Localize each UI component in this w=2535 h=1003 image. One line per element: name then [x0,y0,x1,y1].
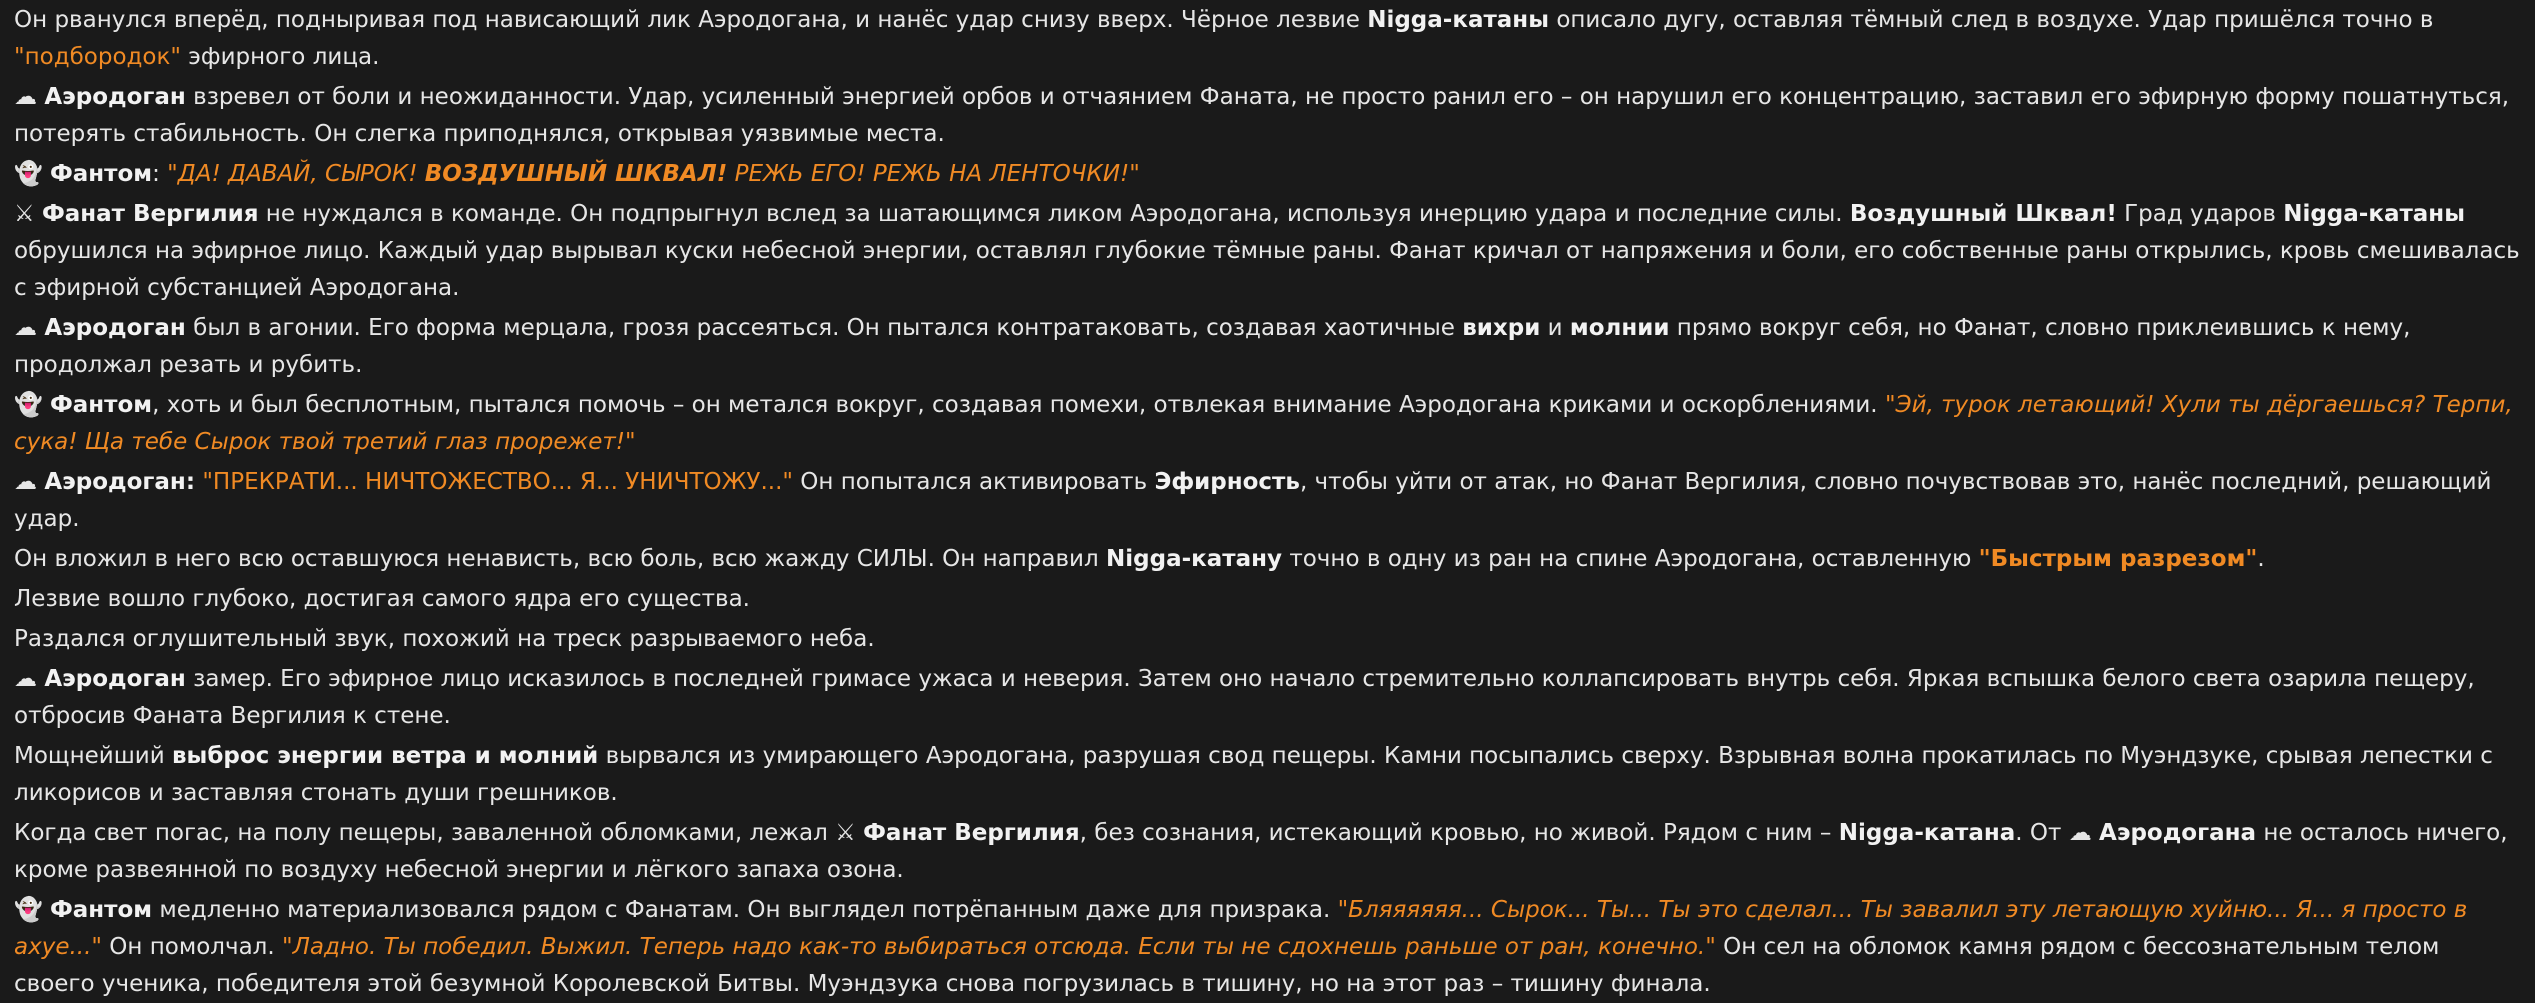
highlighted-text: Фантом [49,897,153,923]
story-text: обрушился на эфирное лицо. Каждый удар вырывал куски небесной энергии, оставлял глубокие тёмные раны. Фанат кричал от напряжения и боли, его собственные раны открылись, кровь смешивалась с эфирной субстанцией Аэродогана. [14,238,2520,301]
highlighted-text: вихри [1462,315,1541,341]
story-text: Он сел на обломок камня рядом с бессознательным телом своего ученика, победителя этой безумной Королевской Битвы. Муэндзука снова погрузилась в тишину, но на этот раз – тишину финала. [14,934,2440,997]
story-text: и [1540,315,1570,341]
story-text: не нуждался в команде. Он подпрыгнул вслед за шатающимся ликом Аэродогана, используя инерцию удара и последние силы. [258,201,1850,227]
story-text: не осталось ничего, кроме развеянной по воздуху небесной энергии и лёгкого запаха озона. [14,820,2508,883]
story-paragraph [14,79,2523,153]
highlighted-text: Аэродоган [44,84,186,110]
highlighted-text: Аэродоган: [44,469,196,495]
highlighted-text: Эфирность [1154,469,1300,495]
highlighted-text: Аэродогана [2099,820,2257,846]
story-text: , хоть и был бесплотным, пытался помочь – он метался вокруг, создавая помехи, отвлекая внимание Аэродогана криками и оскорблениями. [152,392,1885,418]
highlighted-text: "Бляяяяяя... Сырок... Ты... Ты это сделал... Ты завалил эту летающую хуйню... Я... я просто в ахуе..." [14,897,2468,960]
sword-icon: ⚔ [835,820,856,846]
highlighted-text: Фанат Вергилия [41,201,259,227]
story-text: , без сознания, истекающий кровью, но живой. Рядом с ним – [1079,820,1839,846]
story-paragraph [14,196,2523,307]
story-text: был в агонии. Его форма мерцала, грозя рассеяться. Он пытался контратаковать, создавая хаотичные [185,315,1463,341]
story-text: . От [2015,820,2069,846]
story-paragraph [14,581,2523,618]
sword-icon: ⚔ [14,201,35,227]
highlighted-text: "Ладно. Ты победил. Выжил. Теперь надо как-то выбираться отсюда. Если ты не сдохнешь раньше от ран, конечно." [282,934,1716,960]
story-text: взревел от боли и неожиданности. Удар, усиленный энергией орбов и отчаянием Фаната, не просто ранил его – он нарушил его концентрацию, заставил его эфирную форму пошатнуться, потерять стабильность. Он слегка приподнялся, открывая уязвимые места. [14,84,2510,147]
story-text: Раздался оглушительный звук, похожий на треск разрываемого неба. [14,626,875,652]
story-text: описало дугу, оставляя тёмный след в воздухе. Удар пришёлся точно в [1549,7,2434,33]
story-paragraph [14,2,2523,76]
cloud-icon: ☁ [14,315,37,341]
story-text: : [152,161,168,187]
story-text: замер. Его эфирное лицо исказилось в последней гримасе ужаса и неверия. Затем оно начало стремительно коллапсировать внутрь себя. Яркая вспышка белого света озарила пещеру, отбросив Фаната Вергилия к стене. [14,666,2475,729]
highlighted-text: ВОЗДУШНЫЙ ШКВАЛ! [424,161,728,187]
highlighted-text: "Эй, турок летающий! Хули ты дёргаешься? Терпи, сука! Ща тебе Сырок твой третий глаз прорежет!" [14,392,2513,455]
highlighted-text: "подбородок" [14,44,181,70]
highlighted-text: Фантом [49,161,153,187]
story-text: Мощнейший [14,743,172,769]
highlighted-text: "ПРЕКРАТИ... НИЧТОЖЕСТВО... Я... УНИЧТОЖУ..." [202,469,793,495]
ghost-icon: 👻 [14,897,43,923]
cloud-icon: ☁ [2068,820,2092,846]
story-paragraph [14,815,2523,889]
story-text: Он попытался активировать [792,469,1155,495]
story-paragraph [14,387,2523,461]
ghost-icon: 👻 [14,392,43,418]
highlighted-text: Nigga-катаны [1367,7,1550,33]
highlighted-text: Фантом [49,392,153,418]
story-text: Он вложил в него всю оставшуюся ненависть, всю боль, всю жажду СИЛЫ. Он направил [14,546,1107,572]
highlighted-text: Аэродоган [44,666,186,692]
cloud-icon: ☁ [14,666,37,692]
cloud-icon: ☁ [14,84,37,110]
story-text: . [2257,546,2265,572]
story-paragraph [14,738,2523,812]
cloud-icon: ☁ [14,469,37,495]
highlighted-text: Nigga-катану [1106,546,1283,572]
story-text: эфирного лица. [180,44,380,70]
story-text: Град ударов [2116,201,2284,227]
story-text: точно в одну из ран на спине Аэродогана, оставленную [1282,546,1979,572]
story-text: вырвался из умирающего Аэродогана, разрушая свод пещеры. Камни посыпались сверху. Взрывная волна прокатилась по Муэндзуке, срывая лепестки с ликорисов и заставляя стонать души грешников. [14,743,2493,806]
story-paragraph [14,661,2523,735]
story-text: медленно материализовался рядом с Фанатам. Он выглядел потрёпанным даже для призрака. [152,897,1338,923]
ghost-icon: 👻 [14,161,43,187]
highlighted-text: "ДА! ДАВАЙ, СЫРОК! [167,161,425,187]
highlighted-text: выброс энергии ветра и молний [171,743,599,769]
highlighted-text: молнии [1569,315,1670,341]
story-paragraph [14,156,2523,193]
story-text: Он рванулся вперёд, подныривая под нависающий лик Аэродогана, и нанёс удар снизу вверх. Чёрное лезвие [14,7,1368,33]
story-text: прямо вокруг себя, но Фанат, словно приклеившись к нему, продолжал резать и рубить. [14,315,2411,378]
highlighted-text: Воздушный Шквал! [1849,201,2117,227]
highlighted-text: Nigga-катаны [2283,201,2466,227]
story-paragraph [14,892,2523,1003]
highlighted-text: Аэродоган [44,315,186,341]
highlighted-text: Фанат Вергилия [863,820,1080,846]
story-paragraph [14,541,2523,578]
story-text: Когда свет погас, на полу пещеры, заваленной обломками, лежал [14,820,836,846]
story-paragraph [14,464,2523,538]
highlighted-text: Nigga-катана [1838,820,2016,846]
story-paragraph [14,310,2523,384]
story-text: Лезвие вошло глубоко, достигая самого ядра его существа. [14,586,750,612]
story-paragraph [14,621,2523,658]
story-text: , чтобы уйти от атак, но Фанат Вергилия, словно почувствовав это, нанёс последний, решающий удар. [14,469,2492,532]
highlighted-text: "Быстрым разрезом" [1978,546,2258,572]
story-text: Он помолчал. [101,934,282,960]
highlighted-text: РЕЖЬ ЕГО! РЕЖЬ НА ЛЕНТОЧКИ!" [727,161,1140,187]
